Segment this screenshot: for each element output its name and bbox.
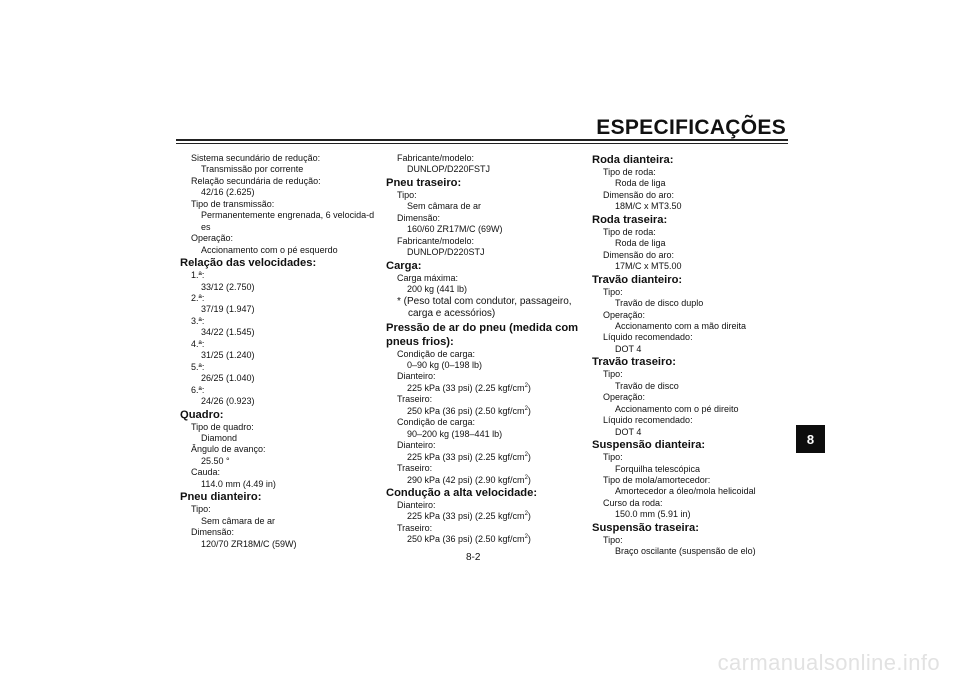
spec-value: 150.0 mm (5.91 in) xyxy=(615,509,691,520)
spec-value: Accionamento com o pé esquerdo xyxy=(201,244,338,255)
spec-label: Tipo de mola/amortecedor: xyxy=(603,474,711,485)
pressure-text: 250 kPa (36 psi) (2.50 kgf/cm xyxy=(407,405,525,416)
header-rule-thin xyxy=(176,143,788,144)
spec-value: DUNLOP/D220STJ xyxy=(407,247,485,258)
watermark: carmanualsonline.info xyxy=(717,650,940,675)
spec-value: DUNLOP/D220FSTJ xyxy=(407,164,491,175)
superscript: 2 xyxy=(524,534,528,541)
spec-value: 90–200 kg (198–441 lb) xyxy=(407,428,503,439)
spec-value: Sem câmara de ar xyxy=(201,515,276,526)
spec-label: Líquido recomendado: xyxy=(603,332,693,343)
section-heading: Pressão de ar do pneu (medida com pneus frios): xyxy=(386,321,579,348)
spec-value: 34/22 (1.545) xyxy=(201,327,255,338)
spec-label: Cauda: xyxy=(191,467,221,478)
spec-value: Diamond xyxy=(201,432,238,443)
page-title: ESPECIFICAÇÕES xyxy=(596,116,786,139)
spec-label: Tipo: xyxy=(191,504,211,515)
pressure-text: 290 kPa (42 psi) (2.90 kgf/cm xyxy=(407,474,525,485)
spec-label: Tipo: xyxy=(603,286,623,297)
spec-label: Sistema secundário de redução: xyxy=(191,153,321,163)
spec-label: Líquido recomendado: xyxy=(603,415,693,426)
spec-label: 5.ª: xyxy=(191,361,205,372)
spec-label: 6.ª: xyxy=(191,384,205,395)
spec-label: Curso da roda: xyxy=(603,497,663,508)
spec-value: Accionamento com a mão direita xyxy=(615,320,747,331)
spec-value: 120/70 ZR18M/C (59W) xyxy=(201,538,297,549)
spec-value: 42/16 (2.625) xyxy=(201,187,255,198)
spec-value: Roda de liga xyxy=(615,238,666,249)
spec-value: Forquilha telescópica xyxy=(615,463,701,474)
spec-value xyxy=(386,475,582,486)
section-heading: Suspensão traseira: xyxy=(592,521,699,534)
spec-value xyxy=(386,511,582,522)
spec-value xyxy=(386,452,582,463)
chapter-tab[interactable]: 8 xyxy=(796,425,825,453)
spec-label: Fabricante/modelo: xyxy=(397,235,475,246)
spec-value: Braço oscilante (suspensão de elo) xyxy=(615,546,756,557)
spec-value: 31/25 (1.240) xyxy=(201,350,255,361)
spec-label: Dimensão do aro: xyxy=(603,189,675,200)
spec-label: Tipo de transmissão: xyxy=(191,198,275,209)
superscript: 2 xyxy=(524,511,528,518)
section-heading: Pneu traseiro: xyxy=(386,176,462,189)
spec-value: Sem câmara de ar xyxy=(407,201,482,212)
pressure-text: 250 kPa (36 psi) (2.50 kgf/cm xyxy=(407,534,525,545)
spec-value: Transmissão por corrente xyxy=(201,164,304,175)
spec-value: 18M/C x MT3.50 xyxy=(615,201,682,212)
pressure-text: 225 kPa (33 psi) (2.25 kgf/cm xyxy=(407,511,525,522)
section-heading: Travão traseiro: xyxy=(592,356,676,369)
spec-label: Fabricante/modelo: xyxy=(397,153,475,163)
section-heading: Condução a alta velocidade: xyxy=(386,486,538,499)
spec-label: Tipo de quadro: xyxy=(191,421,254,432)
spec-column-1 xyxy=(180,153,378,550)
spec-value: 0–90 kg (0–198 lb) xyxy=(407,359,483,370)
section-heading: Pneu dianteiro: xyxy=(180,491,262,504)
spec-label: Traseiro: xyxy=(397,463,433,474)
section-heading: Relação das velocidades: xyxy=(180,257,317,270)
superscript: 2 xyxy=(524,382,528,389)
spec-label: Traseiro: xyxy=(397,394,433,405)
spec-label: 3.ª: xyxy=(191,315,205,326)
spec-label: Tipo: xyxy=(603,369,623,380)
spec-label: Ângulo de avanço: xyxy=(191,444,266,455)
superscript: 2 xyxy=(524,451,528,458)
spec-value: 33/12 (2.750) xyxy=(201,281,255,292)
spec-label: Operação: xyxy=(603,309,646,320)
section-heading: Roda dianteira: xyxy=(592,154,674,166)
spec-label: Dianteiro: xyxy=(397,499,436,510)
section-heading: Quadro: xyxy=(180,408,224,421)
paren: ) xyxy=(527,511,531,522)
spec-value: DOT 4 xyxy=(615,343,642,354)
spec-label: Tipo de roda: xyxy=(603,226,656,237)
section-heading: Roda traseira: xyxy=(592,213,668,226)
spec-label: Carga máxima: xyxy=(397,272,459,283)
spec-label: Dimensão: xyxy=(397,212,441,223)
spec-label: Tipo: xyxy=(397,189,417,200)
spec-label: Operação: xyxy=(603,392,646,403)
page-number: 8-2 xyxy=(466,552,481,563)
spec-label: Dimensão: xyxy=(191,527,235,538)
spec-label: Dianteiro: xyxy=(397,371,436,382)
pressure-text: 225 kPa (33 psi) (2.25 kgf/cm xyxy=(407,451,525,462)
spec-label: Tipo de roda: xyxy=(603,167,656,177)
spec-label: Dianteiro: xyxy=(397,440,436,451)
spec-value: 37/19 (1.947) xyxy=(201,304,255,315)
spec-value: 25.50 ° xyxy=(201,455,230,466)
spec-label: Traseiro: xyxy=(397,522,433,533)
spec-column-3 xyxy=(592,153,788,558)
spec-value: Accionamento com o pé direito xyxy=(615,403,739,414)
paren: ) xyxy=(527,534,531,545)
spec-value xyxy=(386,383,582,394)
spec-value: 17M/C x MT5.00 xyxy=(615,261,682,272)
superscript: 2 xyxy=(524,405,528,412)
spec-value: Permanentemente engrenada, 6 velocida-des xyxy=(201,210,375,232)
spec-value: Travão de disco duplo xyxy=(615,298,704,309)
spec-value: 24/26 (0.923) xyxy=(201,396,255,407)
spec-label: Operação: xyxy=(191,233,234,244)
spec-value xyxy=(386,534,582,545)
section-heading: Suspensão dianteira: xyxy=(592,439,706,452)
paren: ) xyxy=(527,382,531,393)
section-heading: Carga: xyxy=(386,259,422,272)
paren: ) xyxy=(527,474,531,485)
spec-label: 1.ª: xyxy=(191,270,205,281)
spec-label: Tipo: xyxy=(603,452,623,463)
spec-label: 4.ª: xyxy=(191,338,205,349)
spec-value xyxy=(386,406,582,417)
spec-value: 200 kg (441 lb) xyxy=(407,284,468,295)
footnote: * (Peso total com condutor, passageiro, carga e acessórios) xyxy=(397,295,572,319)
spec-value: 114.0 mm (4.49 in) xyxy=(201,478,276,489)
spec-label: Condição de carga: xyxy=(397,417,476,428)
spec-value: Roda de liga xyxy=(615,178,666,189)
paren: ) xyxy=(527,405,531,416)
header-rule xyxy=(176,139,788,141)
pressure-text: 225 kPa (33 psi) (2.25 kgf/cm xyxy=(407,382,525,393)
spec-label: Relação secundária de redução: xyxy=(191,175,321,186)
spec-value: DOT 4 xyxy=(615,426,642,437)
spec-label: Tipo: xyxy=(603,534,623,545)
spec-value: 160/60 ZR17M/C (69W) xyxy=(407,224,503,235)
spec-label: Dimensão do aro: xyxy=(603,249,675,260)
spec-label: Condição de carga: xyxy=(397,348,476,359)
spec-value: 26/25 (1.040) xyxy=(201,373,255,384)
spec-value: Travão de disco xyxy=(615,380,679,391)
paren: ) xyxy=(527,451,531,462)
spec-label: 2.ª: xyxy=(191,292,205,303)
spec-column-2 xyxy=(386,153,582,546)
spec-value: Amortecedor a óleo/mola helicoidal xyxy=(615,486,756,497)
section-heading: Travão dianteiro: xyxy=(592,273,683,286)
superscript: 2 xyxy=(524,474,528,481)
